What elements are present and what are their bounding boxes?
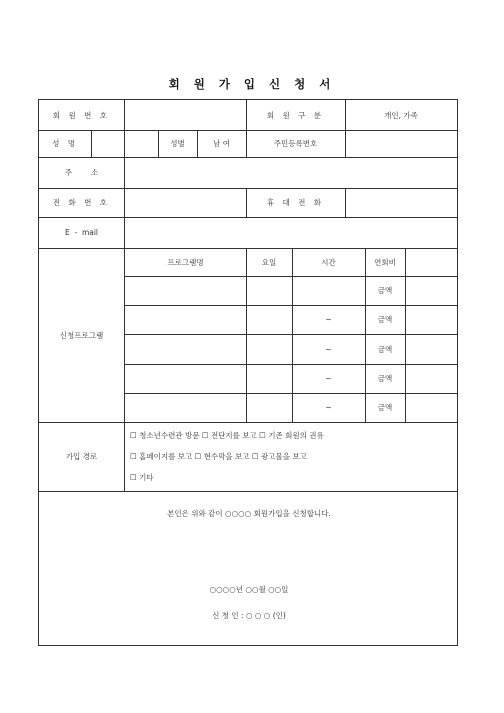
row-divider bbox=[39, 491, 457, 492]
name-label: 성 명 bbox=[52, 139, 78, 148]
gender-label: 성별 bbox=[170, 139, 185, 148]
address-label: 주 소 bbox=[64, 168, 99, 177]
name-field[interactable] bbox=[91, 130, 158, 157]
join-route-option-line-2[interactable]: ☐ 홈페이지를 보고 ☐ 현수막을 보고 ☐ 광고물을 보고 bbox=[130, 452, 307, 461]
program-row-5-time[interactable]: ~ bbox=[325, 403, 332, 412]
program-row-4-time[interactable]: ~ bbox=[325, 374, 332, 383]
program-row-5-fee: 금액 bbox=[377, 403, 393, 412]
join-route-option-line-1[interactable]: ☐ 청소년수련관 방문 ☐ 전단지를 보고 ☐ 기존 회원의 권유 bbox=[130, 431, 324, 440]
member-type-value[interactable]: 개인, 가족 bbox=[384, 110, 418, 120]
declaration-date: ○○○○년 ○○월 ○○일 bbox=[209, 585, 289, 594]
program-row-2-time[interactable]: ~ bbox=[325, 315, 332, 324]
declaration-applicant: 신 청 인 : ○ ○ ○ (인) bbox=[212, 611, 286, 620]
time-header: 시간 bbox=[321, 257, 336, 267]
gender-value[interactable]: 남 여 bbox=[213, 139, 230, 148]
program-row-3-fee: 금액 bbox=[377, 344, 393, 354]
row-divider bbox=[124, 276, 457, 277]
member-type-label: 회 원 구 분 bbox=[266, 110, 325, 120]
program-row-3-time[interactable]: ~ bbox=[325, 344, 332, 354]
phone-field[interactable] bbox=[125, 188, 246, 217]
declaration-statement: 본인은 위와 같이 ○○○○ 회원가입을 신청합니다. bbox=[167, 509, 331, 518]
address-field[interactable] bbox=[125, 157, 457, 188]
mobile-field[interactable] bbox=[345, 188, 457, 217]
membership-form bbox=[38, 99, 458, 646]
email-field[interactable] bbox=[125, 217, 457, 248]
join-route-label: 가입 경로 bbox=[65, 452, 98, 461]
form-title: 회 원 가 입 신 청 서 bbox=[168, 77, 336, 91]
program-section-label: 신청프로그램 bbox=[59, 330, 104, 340]
program-name-header: 프로그램명 bbox=[167, 257, 204, 267]
program-row-4-fee: 금액 bbox=[377, 374, 393, 383]
row-divider bbox=[124, 364, 457, 365]
program-row-2-fee: 금액 bbox=[377, 315, 393, 324]
resident-no-field[interactable] bbox=[345, 130, 457, 157]
member-no-label: 회 원 번 호 bbox=[52, 110, 111, 120]
program-row-1-fee: 금액 bbox=[377, 286, 393, 295]
mobile-label: 휴 대 전 화 bbox=[266, 198, 325, 207]
col-divider bbox=[405, 248, 406, 422]
row-divider bbox=[124, 305, 457, 306]
day-header: 요일 bbox=[261, 257, 277, 267]
row-divider bbox=[124, 393, 457, 394]
phone-label: 전 화 번 호 bbox=[52, 198, 111, 207]
program-row-1-time[interactable] bbox=[292, 276, 365, 305]
email-label: E - mail bbox=[64, 228, 99, 237]
join-route-option-line-3[interactable]: ☐ 기타 bbox=[130, 473, 154, 482]
row-divider bbox=[124, 334, 457, 335]
member-no-field[interactable] bbox=[125, 100, 246, 130]
annual-fee-header: 연회비 bbox=[374, 257, 396, 267]
resident-no-label: 주민등록번호 bbox=[273, 139, 318, 148]
